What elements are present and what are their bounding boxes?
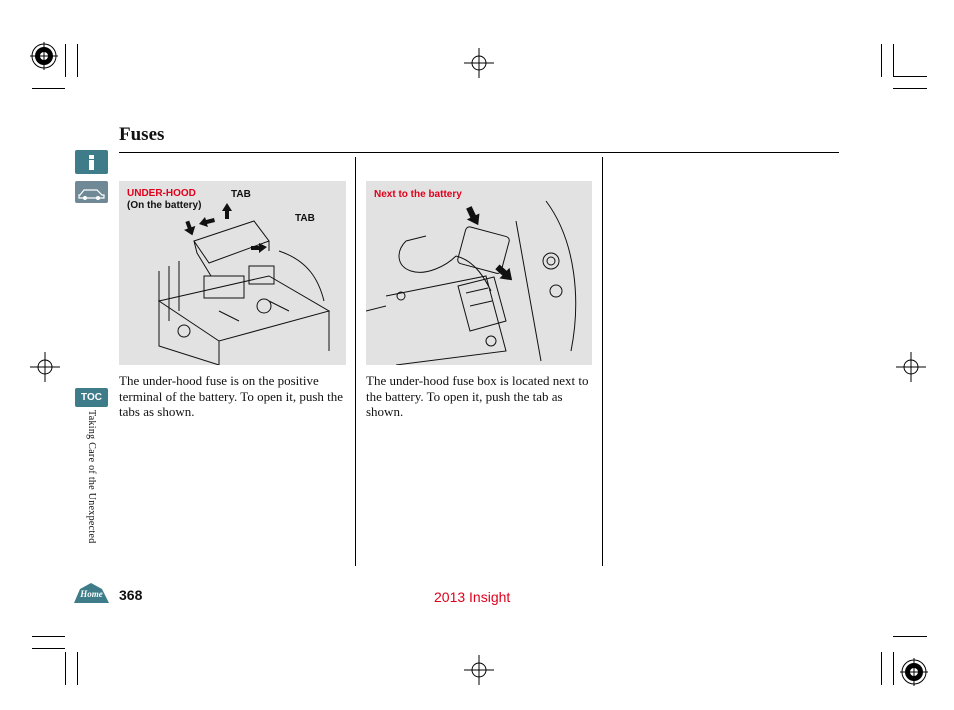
tab-label: TAB	[231, 189, 251, 200]
column-divider	[602, 157, 603, 566]
info-button[interactable]	[75, 150, 108, 174]
home-button[interactable]	[74, 583, 109, 608]
fuse-box-illustration	[366, 181, 592, 365]
right-description: The under-hood fuse box is located next to the battery. To open it, push the tab as shown.	[366, 373, 589, 419]
fuse-box-drawing	[366, 181, 592, 365]
registration-crosshair-icon	[30, 352, 60, 382]
figure-label-under-hood: UNDER-HOOD	[127, 188, 196, 199]
car-icon	[75, 181, 108, 203]
figure-label-next-to-battery: Next to the battery	[374, 189, 462, 200]
under-hood-fuse-illustration	[119, 181, 346, 365]
page-title: Fuses	[119, 124, 165, 145]
registration-starburst-icon	[898, 656, 932, 690]
home-label: Home	[80, 589, 103, 599]
tab-label: TAB	[295, 213, 315, 224]
footer-model: 2013 Insight	[434, 589, 511, 605]
registration-crosshair-icon	[896, 352, 926, 382]
toc-button[interactable]: TOC	[75, 388, 108, 407]
vehicle-button[interactable]	[75, 181, 108, 203]
info-icon	[75, 150, 108, 174]
left-description: The under-hood fuse is on the positive terminal of the battery. To open it, push the tabs as shown.	[119, 373, 344, 419]
section-label: Taking Care of the Unexpected	[86, 410, 97, 544]
registration-crosshair-icon	[464, 655, 494, 685]
figure-label-on-battery: (On the battery)	[127, 200, 202, 211]
registration-starburst-icon	[28, 40, 62, 74]
page-number: 368	[119, 587, 143, 603]
registration-crosshair-icon	[464, 48, 494, 78]
title-rule	[119, 152, 839, 153]
column-divider	[355, 157, 356, 566]
